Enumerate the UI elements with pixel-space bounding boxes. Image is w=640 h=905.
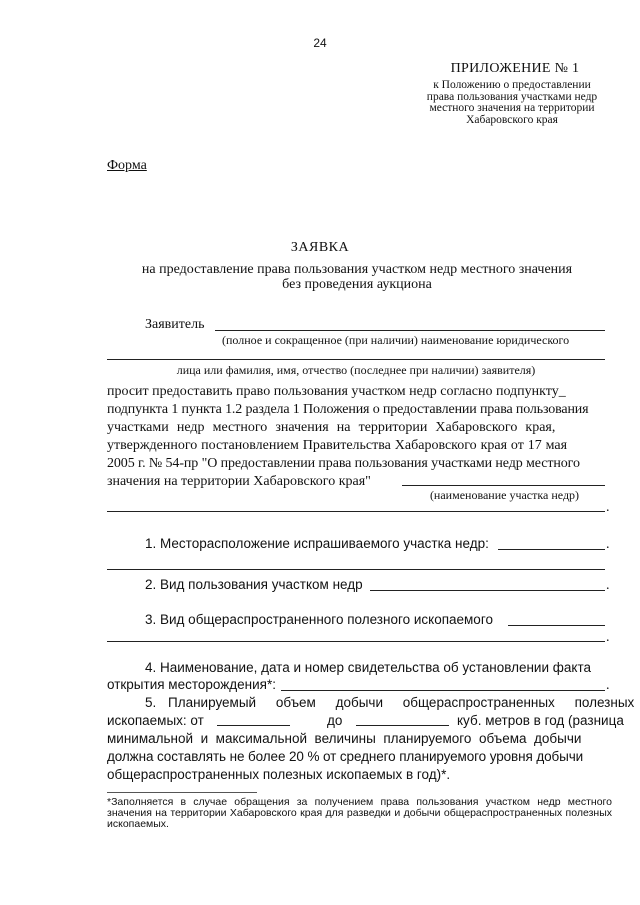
applicant-hint-2: лица или фамилия, имя, отчество (последнее при наличии) заявителя) bbox=[176, 363, 536, 377]
document-subtitle-line: на предоставление права пользования участком недр местного значения bbox=[141, 262, 573, 277]
item-4-field[interactable] bbox=[281, 690, 605, 691]
request-line: просит предоставить право пользования участком недр согласно подпункту_ bbox=[107, 384, 566, 399]
appendix-subtitle-line: права пользования участками недр bbox=[426, 90, 598, 103]
page-number: 24 bbox=[313, 36, 327, 50]
item-5-line2-a: ископаемых: от bbox=[107, 713, 204, 728]
applicant-hint-1: (полное и сокращенное (при наличии) наименование юридического bbox=[222, 333, 570, 347]
item-4-label-line1: 4. Наименование, дата и номер свидетельства об установлении факта bbox=[145, 660, 591, 675]
applicant-label: Заявитель bbox=[145, 317, 205, 332]
item-5-line3: минимальной и максимальной величины планируемого объема добычи bbox=[107, 731, 582, 746]
item-4-label-line2: открытия месторождения*: bbox=[107, 677, 276, 692]
applicant-name-field-2[interactable] bbox=[107, 359, 605, 360]
item-1-field-2[interactable] bbox=[107, 569, 605, 570]
appendix-subtitle bbox=[412, 80, 612, 126]
appendix-subtitle-line: Хабаровского края bbox=[466, 113, 558, 126]
appendix-title: ПРИЛОЖЕНИЕ № 1 bbox=[450, 61, 580, 76]
item-3-field[interactable] bbox=[508, 625, 605, 626]
volume-to-field[interactable] bbox=[356, 725, 449, 726]
appendix-subtitle-line: местного значения на территории bbox=[429, 102, 595, 114]
item-5-number: 5. bbox=[145, 695, 157, 710]
site-name-hint: (наименование участка недр) bbox=[429, 488, 580, 502]
request-line: 2005 г. № 54-пр "О предоставлении права пользования участками недр местного bbox=[107, 456, 580, 471]
request-line: участками недр местного значения на территории Хабаровского края, bbox=[107, 420, 556, 435]
item-1-field[interactable] bbox=[498, 549, 605, 550]
site-name-field-2[interactable] bbox=[107, 511, 605, 512]
request-line: значения на территории Хабаровского края" bbox=[107, 474, 371, 489]
applicant-name-field[interactable] bbox=[215, 330, 605, 331]
item-2-field[interactable] bbox=[370, 590, 605, 591]
item-3-field-2[interactable] bbox=[107, 641, 605, 642]
item-5-line2-b: до bbox=[327, 713, 343, 728]
item-5-line5: общераспространенных полезных ископаемых в год)*. bbox=[107, 767, 451, 782]
item-1-label: 1. Месторасположение испрашиваемого участка недр: bbox=[145, 536, 489, 551]
item-2-label: 2. Вид пользования участком недр bbox=[145, 577, 363, 592]
item-5-line4: должна составлять не более 20 % от среднего планируемого уровня добычи bbox=[107, 749, 584, 764]
footnote-divider bbox=[107, 792, 257, 793]
request-line: утвержденного постановлением Правительства Хабаровского края от 17 мая bbox=[107, 438, 568, 453]
request-line: подпункта 1 пункта 1.2 раздела 1 Положения о предоставлении права пользования bbox=[107, 402, 589, 417]
volume-from-field[interactable] bbox=[217, 725, 290, 726]
item-5-line2-c: куб. метров в год (разница bbox=[457, 713, 624, 728]
footnote: *Заполняется в случае обращения за получением права пользования участком недр местного значения на территории Хабаровского края для разведки и добычи общераспространенных полезных ископаемых. bbox=[107, 796, 612, 830]
appendix-subtitle-line: к Положению о предоставлении bbox=[433, 79, 591, 91]
document-subtitle-line: без проведения аукциона bbox=[282, 277, 432, 292]
site-name-field[interactable] bbox=[402, 485, 605, 486]
document-title: ЗАЯВКА bbox=[290, 240, 350, 255]
item-3-label: 3. Вид общераспространенного полезного ископаемого bbox=[145, 612, 493, 627]
form-label: Форма bbox=[107, 158, 147, 173]
item-5-line1: Планируемый объем добычи общераспространенных полезных bbox=[168, 695, 635, 710]
document-subtitle bbox=[107, 262, 607, 292]
